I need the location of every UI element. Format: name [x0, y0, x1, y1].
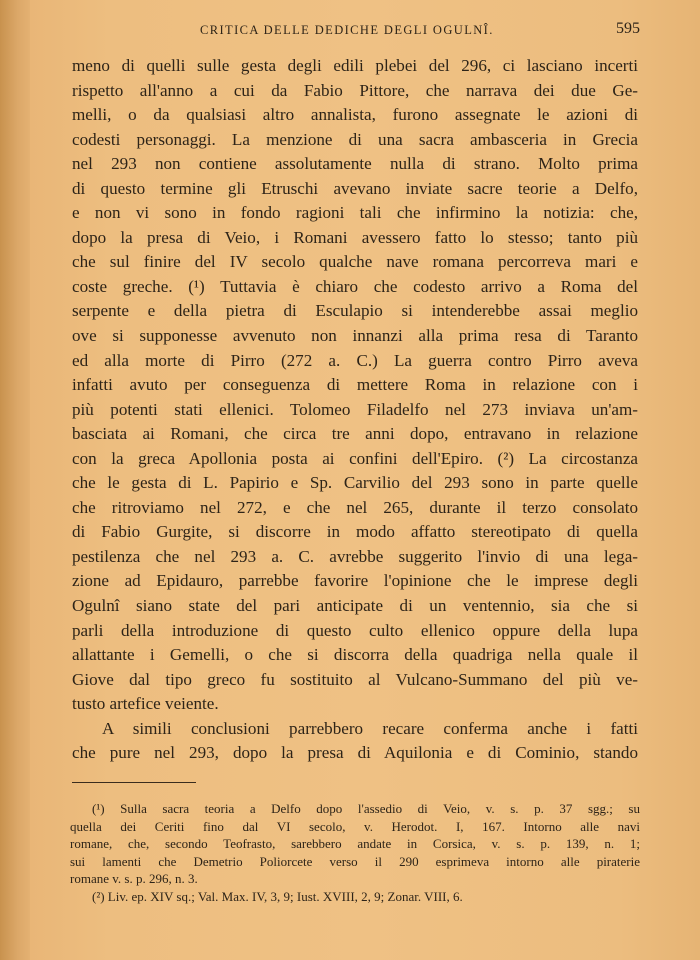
footnote-line: romane v. s. p. 296, n. 3.	[70, 871, 198, 886]
text-line: allattante i Gemelli, o che si discorra della quadriga nella quale il	[72, 645, 638, 665]
footnote-line: romane, che, secondo Teofrasto, sarebbero andate in Corsica, v. s. p. 139, n. 1;	[70, 836, 640, 851]
text-line: Giove dal tipo greco fu sostituito al Vulcano-Summano del più ve-	[72, 669, 638, 689]
text-line: infatti avuto per conseguenza di mettere Roma in relazione con i	[72, 375, 638, 395]
text-line: rispetto all'anno a cui da Fabio Pittore, che narrava dei due Ge-	[72, 80, 638, 100]
text-line: e non vi sono in fondo ragioni tali che infirmino la notizia: che,	[72, 203, 638, 223]
footnote-line: (¹) Sulla sacra teoria a Delfo dopo l'assedio di Veio, v. s. p. 37 sgg.; su	[92, 801, 640, 816]
text-line: codesti personaggi. La menzione di una sacra ambasceria in Grecia	[72, 129, 638, 149]
text-line: Ogulnî siano state del pari anticipate di un ventennio, sia che si	[72, 596, 638, 616]
text-line: meno di quelli sulle gesta degli edili plebei del 296, ci lasciano incerti	[72, 56, 638, 75]
footnote-rule	[72, 782, 196, 783]
footnote-2: (²) Liv. ep. XIV sq.; Val. Max. IV, 3, 9; Iust. XVIII, 2, 9; Zonar. VIII, 6.	[92, 888, 463, 904]
text-line: dopo la presa di Veio, i Romani avessero fatto lo stesso; tanto più	[72, 227, 638, 247]
book-page	[30, 0, 700, 960]
text-line: zione ad Epidauro, parrebbe favorire l'opinione che le imprese degli	[72, 571, 638, 591]
text-line: parli della introduzione di questo culto ellenico oppure della lupa	[72, 620, 638, 640]
text-line: basciata ai Romani, che circa tre anni dopo, entravano in relazione	[72, 424, 638, 444]
footnote-line: sui lamenti che Demetrio Poliorcete verso il 290 esprimeva intorno alle piraterie	[70, 853, 640, 869]
text-line: melli, o da qualsiasi altro annalista, furono assegnate le azioni di	[72, 105, 638, 125]
text-line: che ritroviamo nel 272, e che nel 265, durante il terzo consolato	[72, 497, 638, 517]
text-line: ed alla morte di Pirro (272 a. C.) La guerra contro Pirro aveva	[72, 350, 638, 370]
text-line: pestilenza che nel 293 a. C. avrebbe suggerito l'invio di una lega-	[72, 546, 638, 566]
paragraph-end-line: tusto artefice veiente.	[72, 694, 219, 714]
page-header	[170, 20, 640, 44]
text-line: coste greche. (¹) Tuttavia è chiaro che codesto arrivo a Roma del	[72, 276, 638, 296]
text-line: di Fabio Gurgite, si discorre in modo affatto stereotipato di quella	[72, 522, 638, 542]
book-spine-shadow	[0, 0, 30, 960]
text-line: con la greca Apollonia posta ai confini dell'Epiro. (²) La circostanza	[72, 448, 638, 468]
page-number: 595	[616, 20, 640, 37]
paragraph-start-line: A simili conclusioni parrebbero recare conferma anche i fatti	[102, 718, 638, 738]
main-text	[72, 54, 638, 766]
text-line: più potenti stati ellenici. Tolomeo Filadelfo nel 273 inviava un'am-	[72, 399, 638, 419]
text-line: di questo termine gli Etruschi avevano inviate sacre teorie a Delfo,	[72, 178, 638, 198]
text-line: che le gesta di L. Papirio e Sp. Carvilio del 293 sono in parte quelle	[72, 473, 638, 493]
text-line: serpente e della pietra di Esculapio si intenderebbe assai meglio	[72, 301, 638, 321]
footnote-line: quella dei Ceriti fino dal VI secolo, v. Herodot. I, 167. Intorno alle navi	[70, 818, 640, 834]
text-line: che sul finire del IV secolo qualche nave romana percorreva mari e	[72, 252, 638, 272]
text-line: che pure nel 293, dopo la presa di Aquilonia e di Cominio, stando	[72, 743, 638, 763]
running-head: CRITICA DELLE DEDICHE DEGLI OGULNÎ.	[200, 23, 494, 37]
text-line: nel 293 non contiene assolutamente nulla di strano. Molto prima	[72, 154, 638, 174]
text-line: ove si supponesse avvenuto non innanzi alla prima resa di Taranto	[72, 326, 638, 346]
footnotes	[70, 800, 640, 905]
